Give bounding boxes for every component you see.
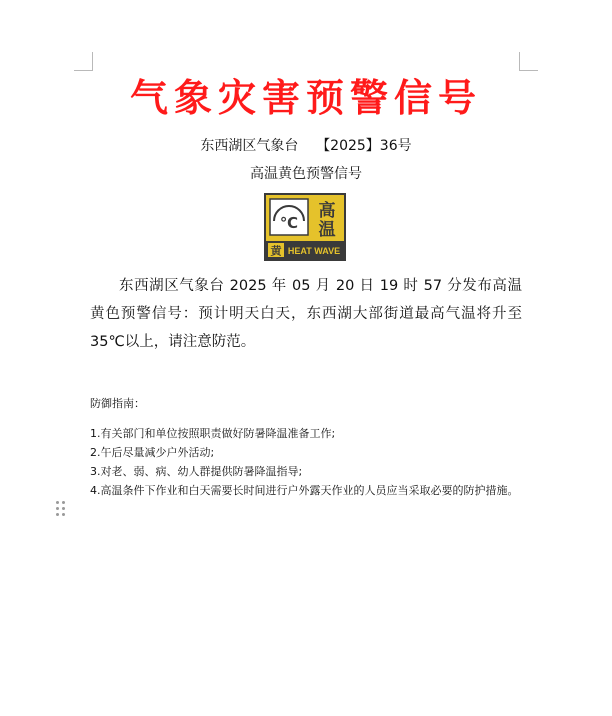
guide-item[interactable]: 2.午后尽量减少户外活动; <box>90 446 215 459</box>
guide-item[interactable]: 1.有关部门和单位按照职责做好防暑降温准备工作; <box>90 427 336 440</box>
document-number[interactable]: 东西湖区气象台 【2025】36号 <box>200 138 412 154</box>
document-title[interactable]: 气象灾害预警信号 <box>129 75 482 120</box>
signal-char-wen: 温 <box>318 220 336 240</box>
defense-guide-title[interactable]: 防御指南： <box>90 397 145 410</box>
guide-item[interactable]: 4.高温条件下作业和白天需要长时间进行户外露天作业的人员应当采取必要的防护措施。 <box>90 484 519 497</box>
celsius-glyph: ℃ <box>279 214 299 232</box>
signal-caption: HEAT WAVE <box>287 246 341 256</box>
guide-item[interactable]: 3.对老、弱、病、幼人群提供防暑降温指导; <box>90 465 303 478</box>
signal-char-gao: 高 <box>318 201 336 221</box>
defense-guide-list <box>90 424 530 500</box>
paragraph-drag-handle-icon[interactable] <box>56 501 68 517</box>
document-subtitle[interactable]: 高温黄色预警信号 <box>250 166 362 182</box>
margin-corner-mark-left <box>74 52 93 71</box>
signal-level-char: 黄 <box>270 244 282 258</box>
warning-body-paragraph[interactable]: 东西湖区气象台 2025 年 05 月 20 日 19 时 57 分发布高温黄色预警信号：预计明天白天，东西湖大部街道最高气温将升至 35℃以上，请注意防范。 <box>90 278 522 350</box>
high-temperature-yellow-signal-icon <box>264 193 346 261</box>
margin-corner-mark-right <box>519 52 538 71</box>
